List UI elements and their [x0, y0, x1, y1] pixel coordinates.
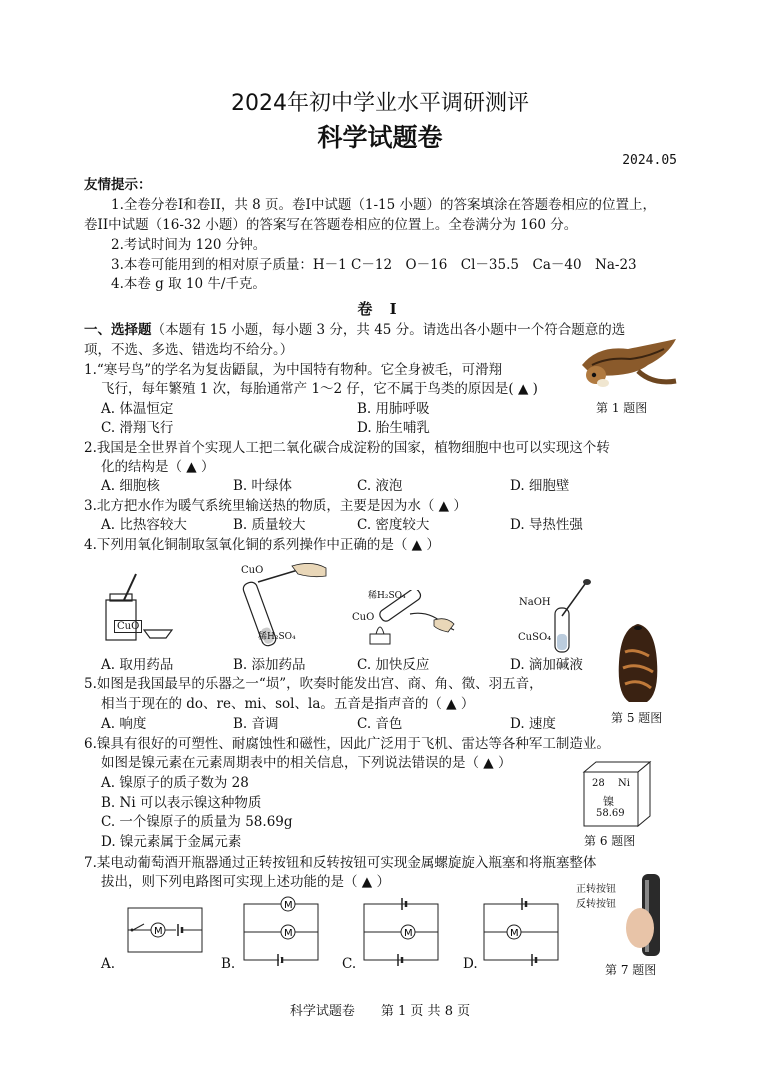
q4-label-naoh: NaOH: [519, 597, 551, 608]
circuit-diagram-d: [478, 896, 564, 968]
q2-stem-2: 化的结构是（ ▲ ）: [101, 459, 215, 475]
q3-option-d: D. 导热性强: [510, 517, 583, 533]
q6-figure-caption: 第 6 题图: [584, 834, 636, 848]
q4-figure-a-take-reagent: [100, 570, 180, 650]
q2-option-d: D. 细胞壁: [510, 478, 570, 494]
q6-option-d: D. 镍元素属于金属元素: [101, 834, 242, 850]
q4-stem: 4.下列用氧化铜制取氢氧化铜的系列操作中正确的是（ ▲ ）: [84, 537, 440, 553]
page-title: 2024年初中学业水平调研测评: [231, 91, 529, 116]
element-atomic-number: 28: [592, 778, 605, 789]
q1-stem-2: 飞行，每年繁殖 1 次，每胎通常产 1～2 仔，它不属于鸟类的原因是( ▲ ): [101, 381, 538, 397]
tip-1a: 1.全卷分卷I和卷II，共 8 页。卷I中试题（1-15 小题）的答案填涂在答题卷相应的位置上，: [111, 197, 657, 213]
tip-4: 4.本卷 g 取 10 牛/千克。: [111, 276, 266, 292]
q3-option-c: C. 密度较大: [357, 517, 430, 533]
q7-option-b: B.: [221, 956, 236, 972]
q7-option-c: C.: [342, 956, 357, 972]
q4-option-c: C. 加快反应: [357, 657, 430, 673]
q2-option-a: A. 细胞核: [101, 478, 160, 494]
svg-text:M: M: [284, 900, 293, 911]
q2-option-b: B. 叶绿体: [233, 478, 293, 494]
q4-label-cuo-bottle: CuO: [114, 620, 142, 633]
section-heading-cont: 项，不选、多选、错选均不给分。）: [84, 342, 294, 358]
q5-option-b: B. 音调: [233, 716, 279, 732]
circuit-diagram-b: [238, 896, 324, 968]
page-subtitle: 科学试题卷: [317, 123, 443, 152]
section-juan-label: 卷 I: [357, 300, 403, 318]
tip-1b: 卷II中试题（16-32 小题）的答案写在答题卷相应的位置上。全卷满分为 160 分。: [84, 217, 578, 233]
q1-figure-caption: 第 1 题图: [596, 401, 648, 415]
q5-figure-caption: 第 5 题图: [611, 711, 663, 725]
q4-figure-d-drop-alkali: [545, 578, 605, 656]
element-name: 镍: [603, 795, 614, 808]
q2-option-c: C. 液泡: [357, 478, 403, 494]
page-footer: 科学试题卷 第 1 页 共 8 页: [289, 1004, 471, 1019]
q6-option-a: A. 镍原子的质子数为 28: [101, 775, 249, 791]
q7-stem-1: 7.某电动葡萄酒开瓶器通过正转按钮和反转按钮可实现金属螺旋旋入瓶塞和将瓶塞整体: [84, 855, 597, 871]
q3-option-a: A. 比热容较大: [101, 517, 187, 533]
svg-text:M: M: [404, 928, 413, 939]
q1-option-c: C. 滑翔飞行: [101, 420, 174, 436]
section-heading-text: （本题有 15 小题，每小题 3 分，共 45 分。请选出各小题中一个符合题意的选: [151, 322, 626, 338]
q4-label-acid-b: 稀H₂SO₄: [258, 632, 296, 642]
forward-button-label: 正转按钮: [576, 884, 616, 895]
tips-heading: 友情提示：: [84, 177, 152, 193]
q4-option-b: B. 添加药品: [233, 657, 306, 673]
q7-option-d: D.: [463, 956, 478, 972]
circuit-diagram-c: [358, 896, 444, 968]
tip-3: 3.本卷可能用到的相对原子质量：H－1 C－12 O－16 Cl－35.5 Ca－40 Na-23: [111, 257, 637, 273]
q1-option-b: B. 用肺呼吸: [357, 401, 430, 417]
q4-label-cuo-b: CuO: [241, 565, 264, 576]
q4-label-acid-c: 稀H₂SO₄: [368, 591, 406, 601]
q5-option-d: D. 速度: [510, 716, 556, 732]
q3-option-b: B. 质量较大: [233, 517, 306, 533]
q1-option-d: D. 胎生哺乳: [357, 420, 430, 436]
reverse-button-label: 反转按钮: [576, 899, 616, 910]
q7-option-a: A.: [101, 956, 116, 972]
q4-label-cuso4: CuSO₄: [518, 632, 552, 643]
q5-option-a: A. 响度: [101, 716, 147, 732]
flying-squirrel-image: [578, 335, 680, 395]
section-heading-bold: 一、选择题: [84, 322, 152, 338]
q4-label-cuo-c: CuO: [352, 612, 375, 623]
exam-date: 2024.05: [622, 153, 677, 168]
svg-text:M: M: [154, 926, 163, 937]
svg-text:M: M: [510, 928, 519, 939]
q6-stem-2: 如图是镍元素在元素周期表中的相关信息，下列说法错误的是（ ▲ ）: [101, 755, 512, 771]
tip-2: 2.考试时间为 120 分钟。: [111, 237, 267, 253]
q2-stem-1: 2.我国是全世界首个实现人工把二氧化碳合成淀粉的国家，植物细胞中也可以实现这个转: [84, 440, 610, 456]
q7-stem-2: 拔出，则下列电路图可实现上述功能的是（ ▲ ）: [101, 874, 390, 890]
xun-instrument-image: [615, 622, 661, 704]
element-symbol: Ni: [618, 778, 630, 789]
q4-option-d: D. 滴加碱液: [510, 657, 583, 673]
circuit-diagram-a: [122, 900, 208, 962]
q4-option-a: A. 取用药品: [101, 657, 174, 673]
element-mass: 58.69: [596, 808, 625, 819]
q5-option-c: C. 音色: [357, 716, 403, 732]
q1-option-a: A. 体温恒定: [101, 401, 174, 417]
q6-option-b: B. Ni 可以表示镍这种物质: [101, 795, 262, 811]
q6-option-c: C. 一个镍原子的质量为 58.69g: [101, 814, 293, 830]
q5-stem-1: 5.如图是我国最早的乐器之一“埙”，吹奏时能发出宫、商、角、徵、羽五音，: [84, 676, 543, 692]
svg-text:M: M: [284, 928, 293, 939]
q5-stem-2: 相当于现在的 do、re、mi、sol、la。五音是指声音的（ ▲ ）: [101, 696, 475, 712]
q1-stem-1: 1.“寒号鸟”的学名为复齿鼯鼠，为中国特有物种。它全身被毛，可滑翔: [84, 362, 503, 378]
section-heading: [84, 318, 625, 338]
q3-stem: 3.北方把水作为暖气系统里输送热的物质，主要是因为水（ ▲ ）: [84, 498, 467, 514]
q6-stem-1: 6.镍具有很好的可塑性、耐腐蚀性和磁性，因此广泛用于飞机、雷达等各种军工制造业。: [84, 736, 610, 752]
q7-figure-caption: 第 7 题图: [605, 963, 657, 977]
wine-opener-image: [620, 872, 672, 958]
